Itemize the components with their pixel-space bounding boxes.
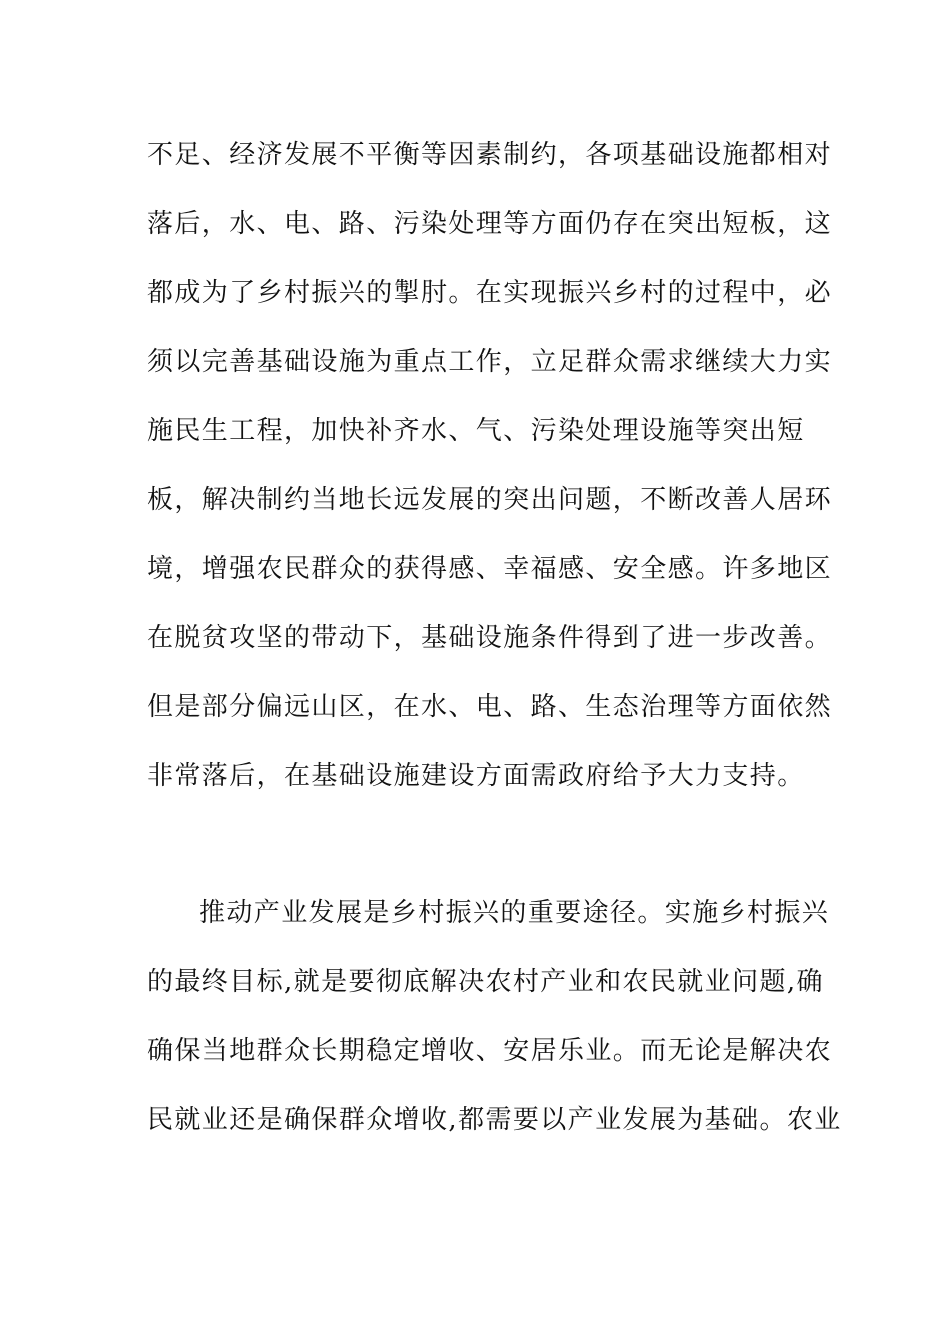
paragraph-2-line-4: 民就业还是确保群众增收,都需要以产业发展为基础。农业 xyxy=(147,1105,842,1135)
paragraph-2-line-3: 确保当地群众长期稳定增收、安居乐业。而无论是解决农 xyxy=(147,1036,833,1066)
paragraph-2-line-2: 的最终目标,就是要彻底解决农村产业和农民就业问题,确 xyxy=(147,967,824,997)
paragraph-1-line-5: 施民生工程，加快补齐水、气、污染处理设施等突出短 xyxy=(147,416,805,446)
paragraph-1-line-9: 但是部分偏远山区，在水、电、路、生态治理等方面依然 xyxy=(147,692,833,722)
paragraph-1-line-6: 板，解决制约当地长远发展的突出问题，不断改善人居环 xyxy=(147,485,833,515)
paragraph-1-line-10: 非常落后，在基础设施建设方面需政府给予大力支持。 xyxy=(147,761,805,791)
paragraph-1-line-1: 不足、经济发展不平衡等因素制约，各项基础设施都相对 xyxy=(147,140,833,170)
paragraph-2-line-1: 推动产业发展是乡村振兴的重要途径。实施乡村振兴 xyxy=(199,898,830,928)
paragraph-1-line-3: 都成为了乡村振兴的掣肘。在实现振兴乡村的过程中，必 xyxy=(147,278,833,308)
paragraph-1-line-8: 在脱贫攻坚的带动下，基础设施条件得到了进一步改善。 xyxy=(147,623,833,653)
paragraph-1-line-4: 须以完善基础设施为重点工作，立足群众需求继续大力实 xyxy=(147,347,833,377)
paragraph-1-line-7: 境，增强农民群众的获得感、幸福感、安全感。许多地区 xyxy=(147,554,833,584)
paragraph-1-line-2: 落后，水、电、路、污染处理等方面仍存在突出短板，这 xyxy=(147,209,833,239)
